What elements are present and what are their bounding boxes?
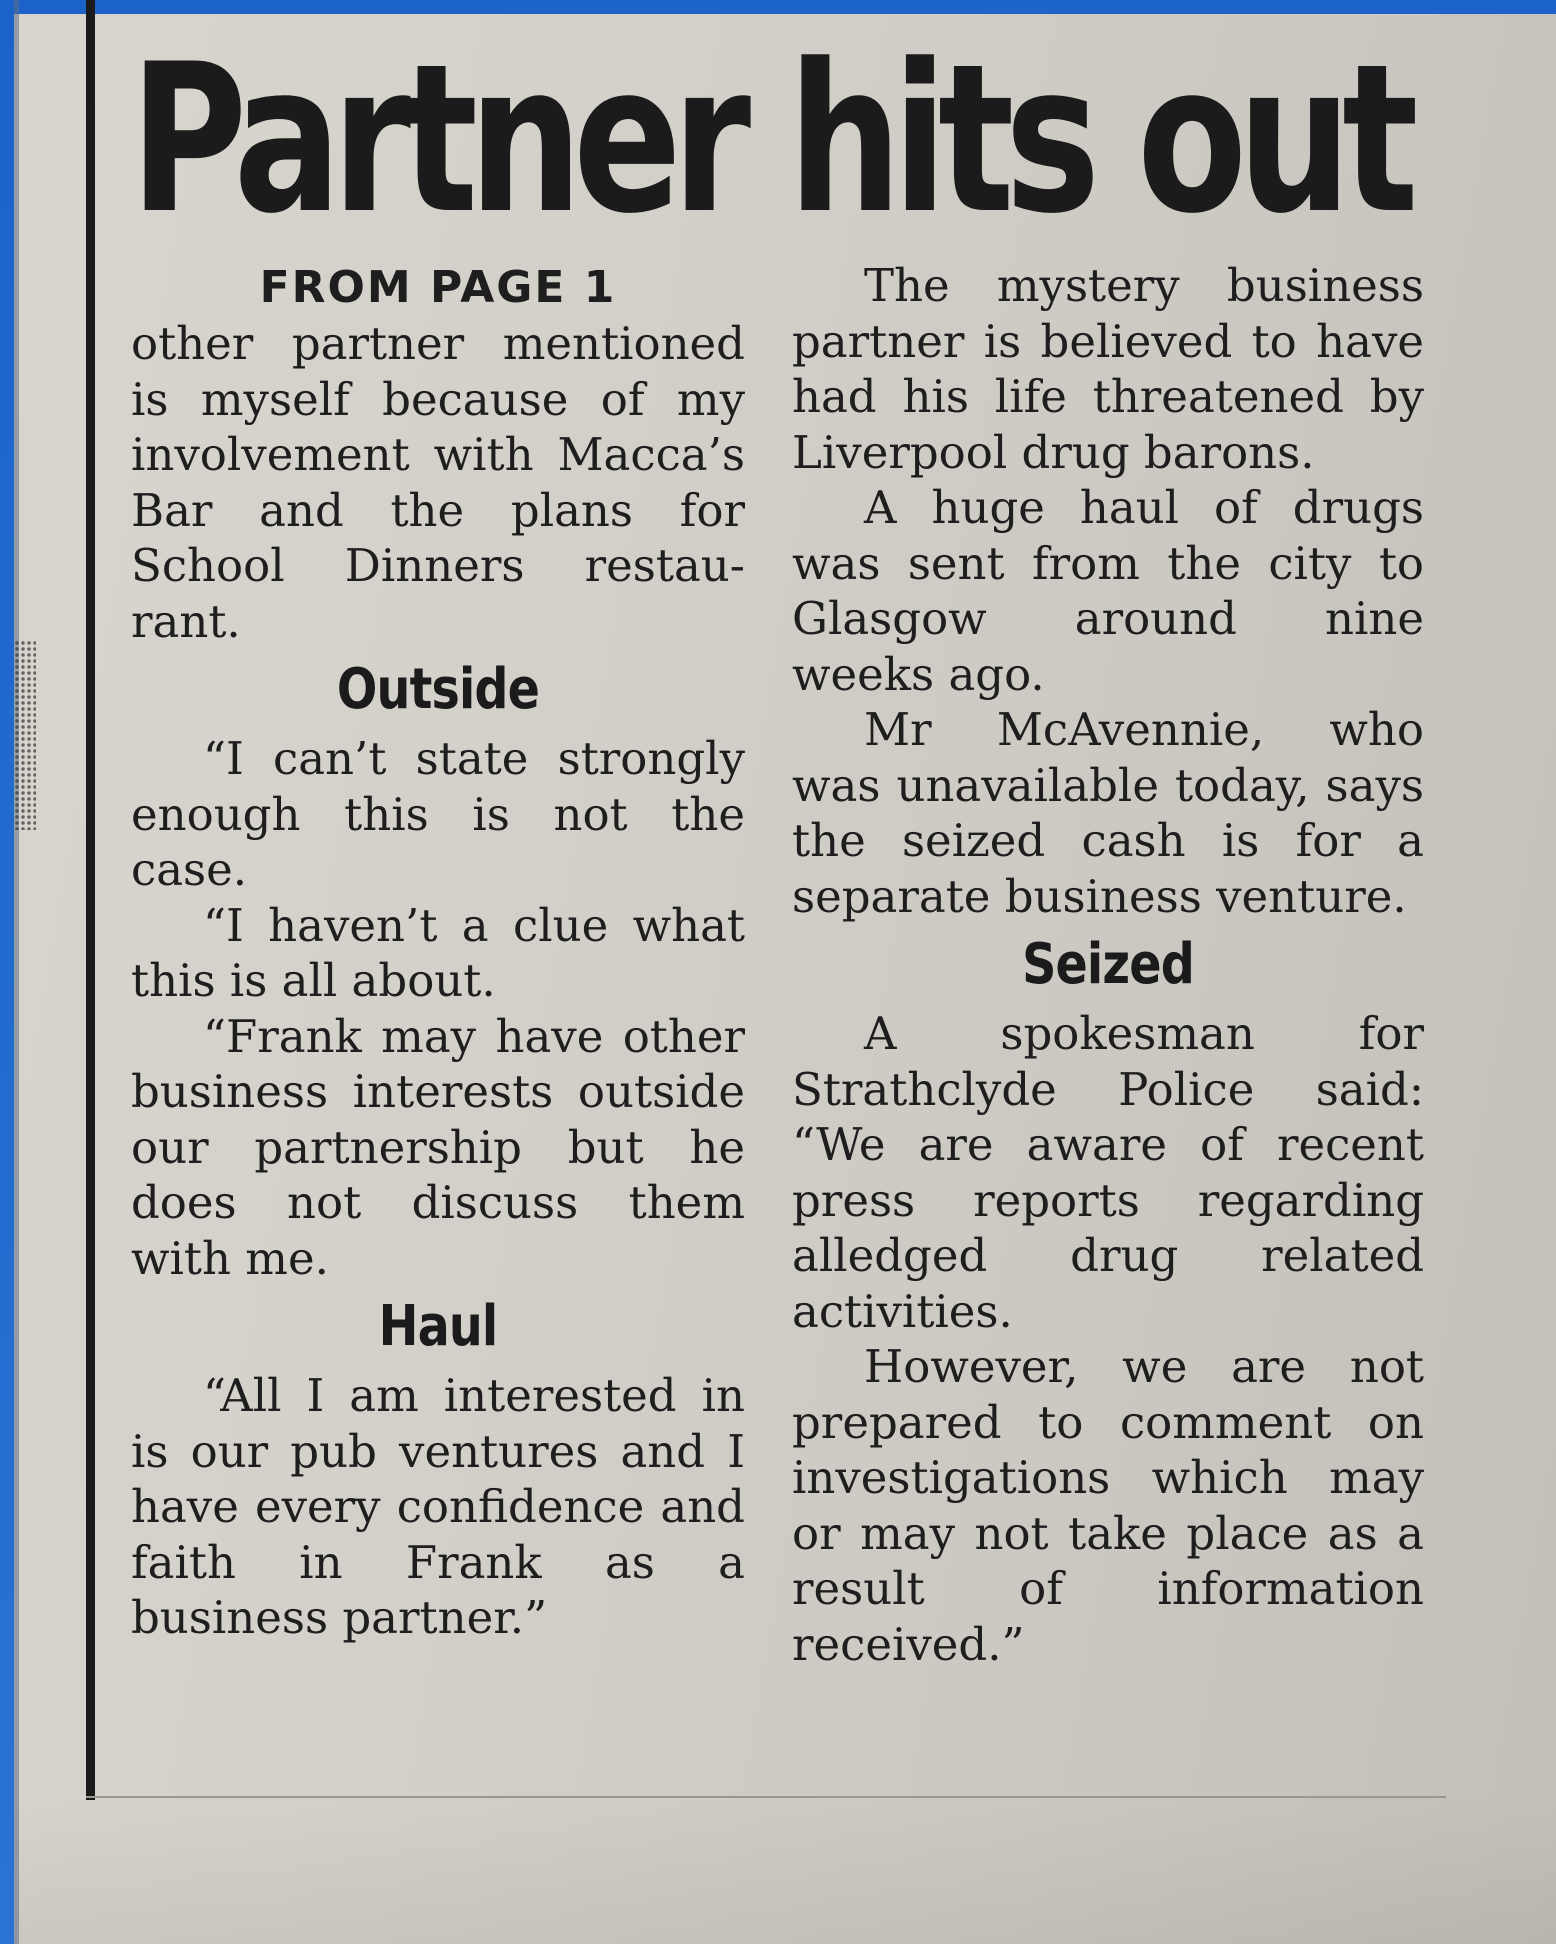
subhead-haul: Haul [378, 1294, 498, 1359]
paragraph: “I haven’t a clue what this is all about. [131, 898, 745, 1007]
paragraph: The mystery business partner is believed to have had his life threatened by Liverpool drug barons. [792, 259, 1424, 479]
paragraph: “Frank may have other business interests outside our partnership but he does not discuss them with me. [131, 1009, 745, 1285]
paper-shadow [14, 1794, 1556, 1944]
subhead-seized: Seized [1022, 932, 1194, 997]
subhead-outside: Outside [336, 657, 540, 722]
left-column [131, 258, 745, 1646]
right-column [792, 258, 1424, 1672]
paragraph: other partner mentioned is myself because of my involvement with Macca’s Bar and the plans for School Dinners restaurant. [131, 317, 745, 648]
headline: Partner hits out [130, 21, 1410, 259]
top-torn-strip [120, 0, 1360, 14]
column-rule-left [86, 0, 95, 1800]
paragraph: “All I am interested in is our pub ventures and I have every confidence and faith in Frank as a business partner.” [131, 1369, 745, 1644]
paragraph: Mr McAvennie, who was unavailable today, says the seized cash is for a separate business venture. [792, 703, 1424, 923]
paragraph: “I can’t state strongly enough this is not the case. [131, 732, 745, 896]
halftone-edge [14, 640, 36, 830]
paragraph: A spokesman for Strathclyde Police said: “We are aware of recent press reports regarding alledged drug related activities. [792, 1007, 1424, 1338]
paragraph: A huge haul of drugs was sent from the city to Glasgow around nine weeks ago. [792, 481, 1424, 701]
from-page-kicker: FROM PAGE 1 [259, 262, 617, 313]
paragraph: However, we are not prepared to comment on investigations which may or may not take place as a result of information received.” [792, 1340, 1424, 1671]
left-page-edge [14, 0, 19, 1944]
bottom-dotted-rule [86, 1796, 1446, 1798]
